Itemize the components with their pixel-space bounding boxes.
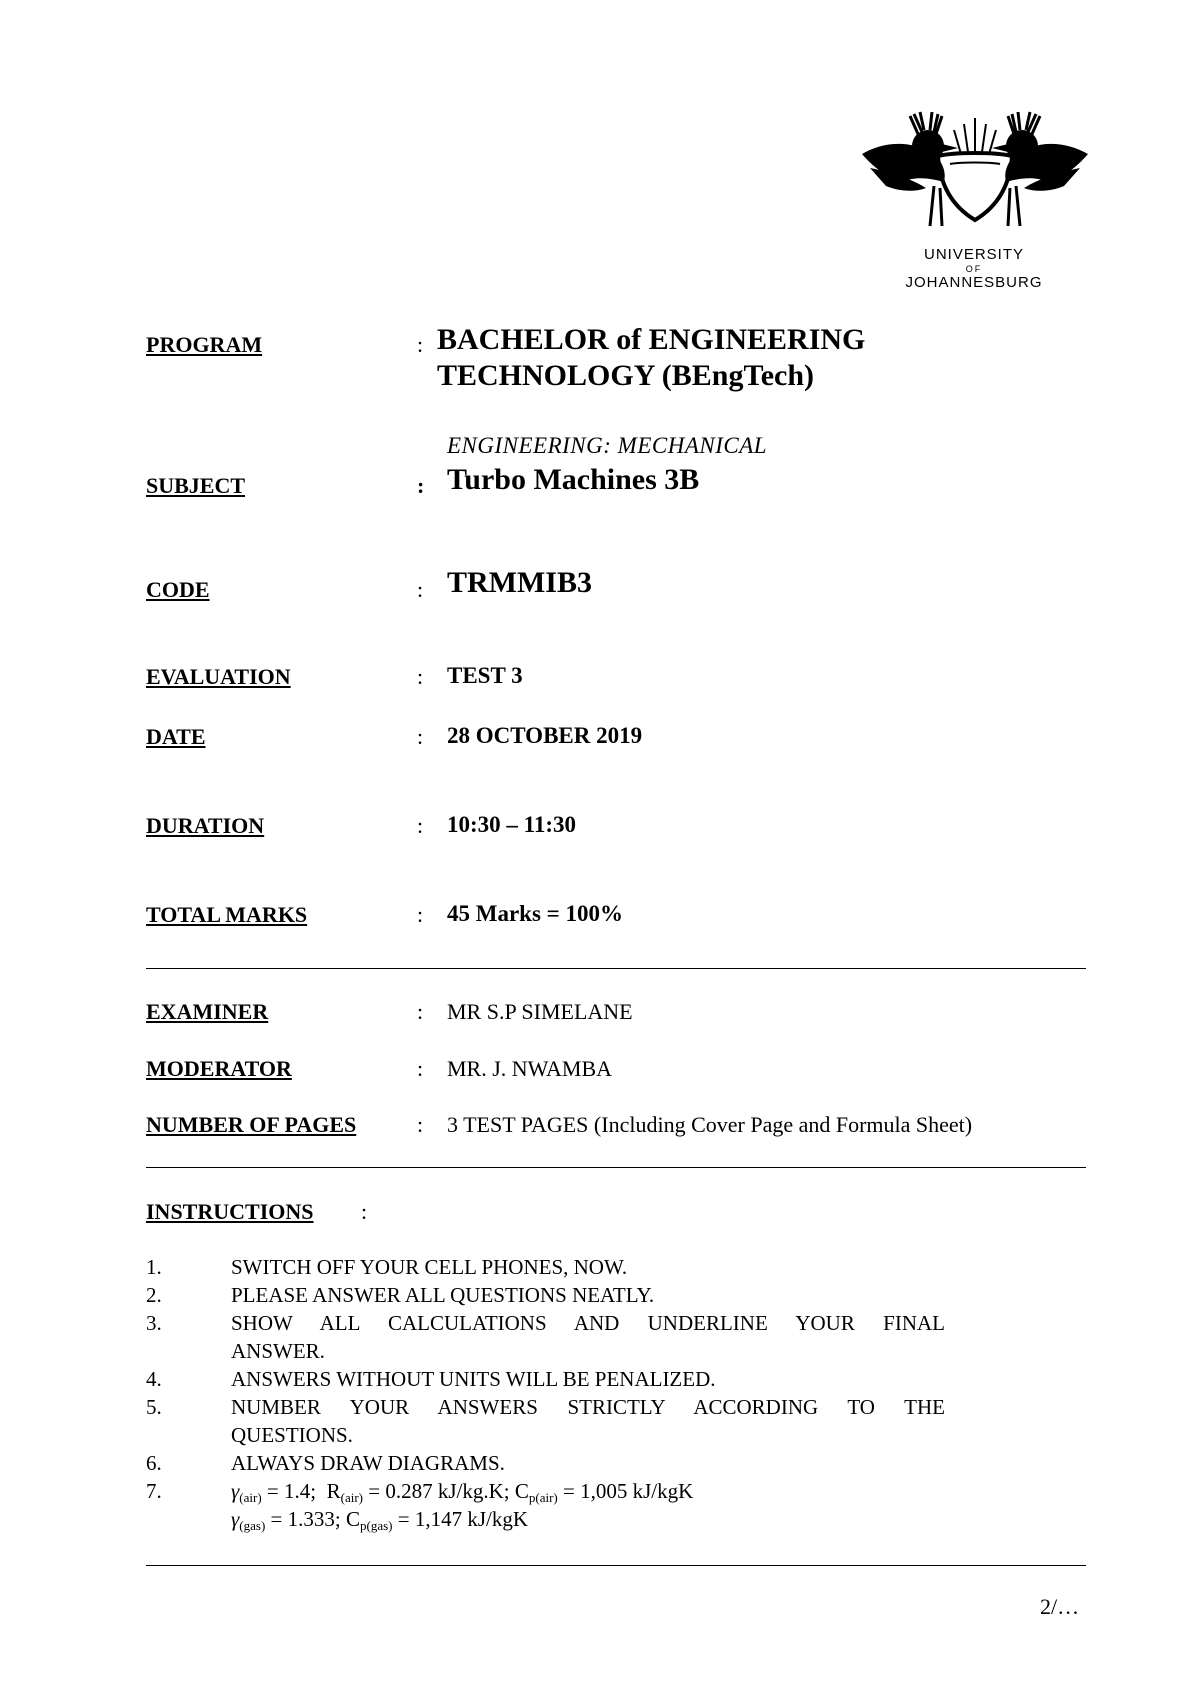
date-label: DATE — [146, 724, 206, 749]
constant-value: = 1,147 kJ/kgK — [392, 1507, 528, 1531]
university-crest-icon — [860, 108, 1090, 238]
constant-value: = 1.4; — [261, 1479, 317, 1503]
logo-university-text: UNIVERSITY — [923, 246, 1024, 263]
instruction-text: PLEASE ANSWER ALL QUESTIONS NEATLY. — [231, 1283, 655, 1307]
instruction-number: 1. — [146, 1255, 162, 1279]
instruction-number: 2. — [146, 1283, 162, 1307]
instruction-number: 6. — [146, 1451, 162, 1475]
discipline-text: ENGINEERING: MECHANICAL — [447, 433, 768, 458]
program-value-line2: TECHNOLOGY (BEngTech) — [437, 359, 815, 392]
total-marks-value: 45 Marks = 100% — [447, 901, 624, 926]
instruction-text-continued: QUESTIONS. — [231, 1423, 353, 1447]
evaluation-value: TEST 3 — [447, 663, 523, 688]
instruction-number: 3. — [146, 1311, 162, 1335]
subscript: p(air) — [528, 1490, 558, 1505]
cp-symbol: C — [345, 1507, 360, 1531]
code-value: TRMMIB3 — [447, 566, 592, 599]
duration-colon: : — [417, 813, 424, 838]
logo-of-text: OF — [965, 264, 983, 274]
examiner-colon: : — [417, 999, 424, 1024]
number-of-pages-label: NUMBER OF PAGES — [146, 1112, 357, 1137]
constants-line-2 — [231, 1505, 945, 1540]
subject-label: SUBJECT — [146, 473, 246, 498]
instruction-number: 7. — [146, 1479, 162, 1503]
page-continuation-marker: 2/… — [1040, 1594, 1080, 1619]
logo-johannesburg-text: JOHANNESBURG — [905, 274, 1043, 291]
subject-value: Turbo Machines 3B — [447, 463, 700, 496]
date-colon: : — [417, 724, 424, 749]
duration-value: 10:30 – 11:30 — [447, 812, 577, 837]
instruction-text: ANSWERS WITHOUT UNITS WILL BE PENALIZED. — [231, 1367, 716, 1391]
subscript: (air) — [239, 1490, 262, 1505]
total-marks-label: TOTAL MARKS — [146, 902, 308, 927]
subscript: (gas) — [239, 1518, 266, 1533]
code-label: CODE — [146, 577, 210, 602]
divider-2 — [146, 1167, 1086, 1168]
instructions-colon: : — [361, 1199, 368, 1224]
date-value: 28 OCTOBER 2019 — [447, 723, 643, 748]
number-of-pages-colon: : — [417, 1112, 424, 1137]
instruction-number: 4. — [146, 1367, 162, 1391]
examiner-value: MR S.P SIMELANE — [447, 999, 633, 1024]
moderator-value: MR. J. NWAMBA — [447, 1056, 613, 1081]
subject-colon: : — [417, 473, 425, 498]
constant-value: = 0.287 kJ/kg.K; — [362, 1479, 510, 1503]
moderator-label: MODERATOR — [146, 1056, 292, 1081]
number-of-pages-value: 3 TEST PAGES (Including Cover Page and Formula Sheet) — [447, 1112, 973, 1137]
evaluation-label: EVALUATION — [146, 664, 291, 689]
constant-value: = 1.333; — [265, 1507, 341, 1531]
instruction-text: SHOW ALL CALCULATIONS AND UNDERLINE YOUR FINAL — [231, 1311, 945, 1335]
instruction-text-continued: ANSWER. — [231, 1339, 325, 1363]
cp-symbol: C — [514, 1479, 529, 1503]
instructions-label: INSTRUCTIONS — [146, 1199, 314, 1224]
program-value-line1: BACHELOR of ENGINEERING — [437, 323, 866, 356]
evaluation-colon: : — [417, 664, 424, 689]
gamma-symbol: γ — [231, 1479, 240, 1503]
program-colon: : — [417, 332, 424, 357]
subscript: p(gas) — [359, 1518, 393, 1533]
code-colon: : — [417, 577, 424, 602]
moderator-colon: : — [417, 1056, 424, 1081]
instruction-text: SWITCH OFF YOUR CELL PHONES, NOW. — [231, 1255, 628, 1279]
examiner-label: EXAMINER — [146, 999, 269, 1024]
r-symbol: R — [326, 1479, 341, 1503]
divider-1 — [146, 968, 1086, 969]
divider-3 — [146, 1565, 1086, 1566]
duration-label: DURATION — [146, 813, 265, 838]
total-marks-colon: : — [417, 902, 424, 927]
gamma-symbol: γ — [231, 1507, 240, 1531]
instruction-number: 5. — [146, 1395, 162, 1419]
program-label: PROGRAM — [146, 332, 263, 357]
constant-value: = 1,005 kJ/kgK — [557, 1479, 694, 1503]
instruction-text: ALWAYS DRAW DIAGRAMS. — [231, 1451, 505, 1475]
subscript: (air) — [340, 1490, 363, 1505]
instruction-text: NUMBER YOUR ANSWERS STRICTLY ACCORDING TO THE — [231, 1395, 945, 1419]
